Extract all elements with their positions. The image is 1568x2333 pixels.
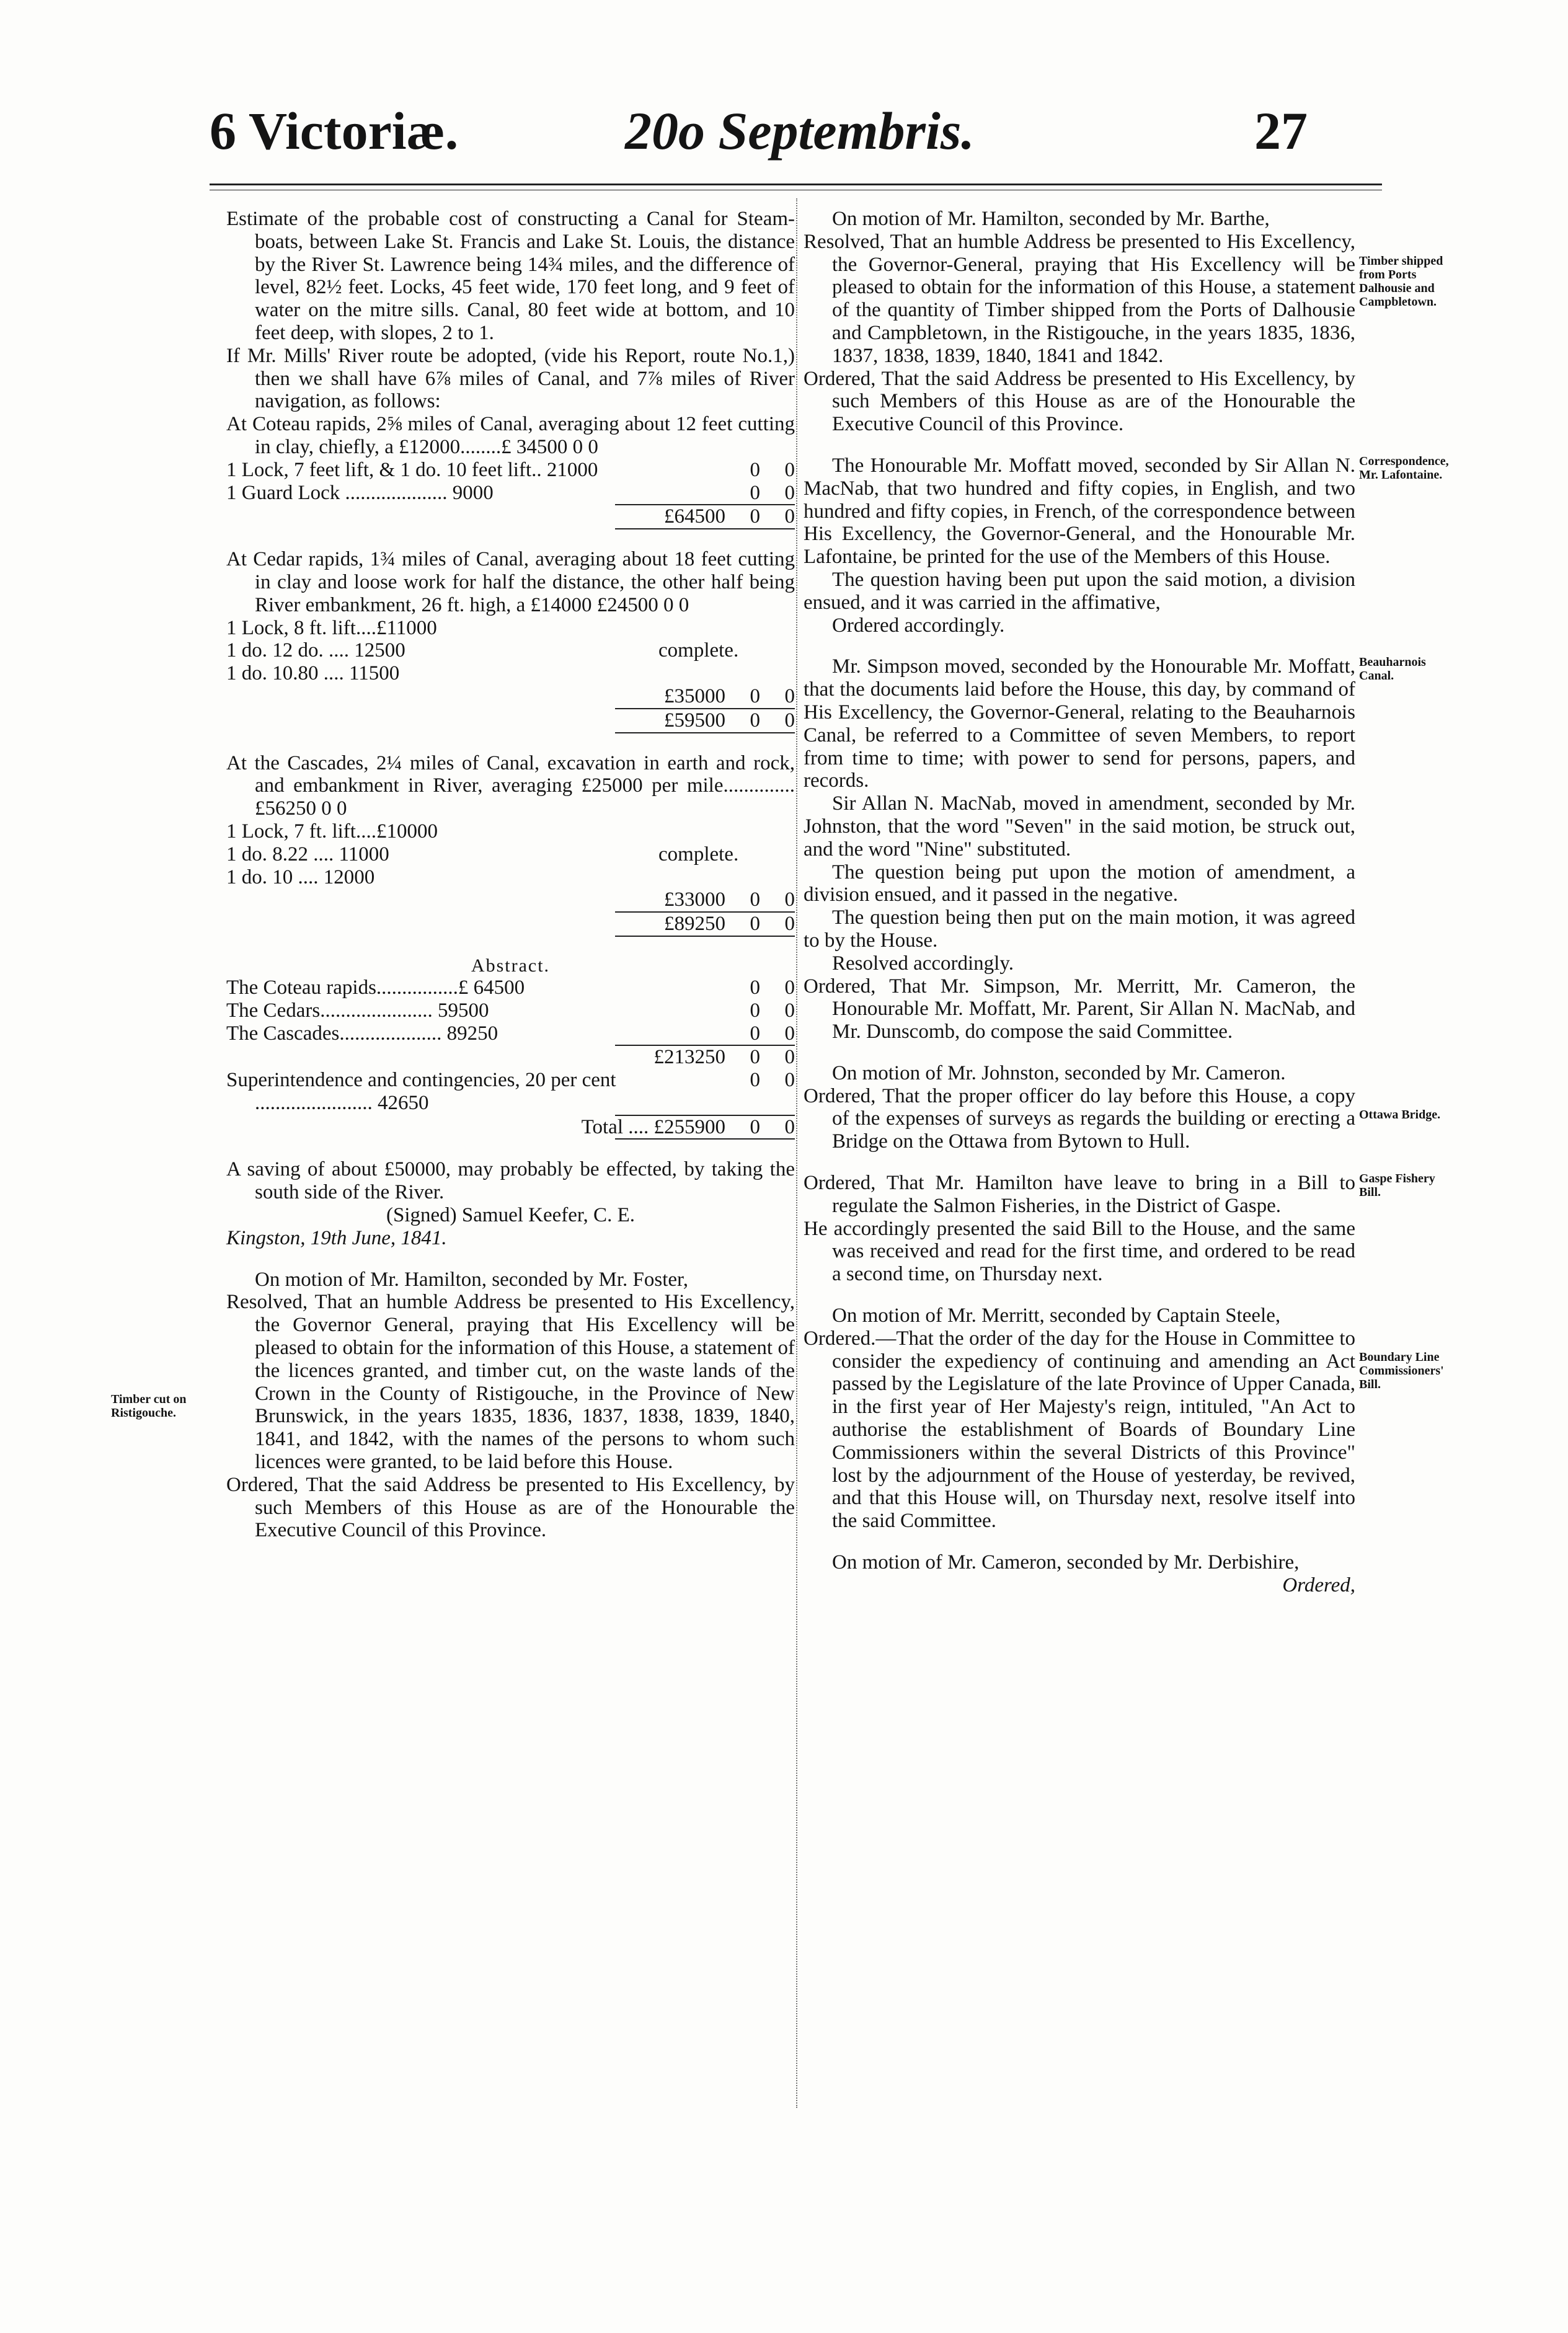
abstract-sum: £213250 0 0 [653, 1046, 795, 1069]
superintendence-row: Superintendence and contingencies, 20 per cent ....................... 42650 0 0 [226, 1069, 795, 1114]
header-rule [210, 184, 1382, 185]
table-row: 1 do. 10 .... 12000 [226, 865, 375, 888]
motion-block [804, 454, 1449, 637]
question-text: The question having been put upon the said motion, a division ensued, and it was carried in the affimative, [804, 568, 1355, 614]
motion-text: On motion of Mr. Johnston, seconded by Mr. Cameron. [832, 1061, 1286, 1084]
motion-block [804, 1061, 1441, 1153]
motion-text: Mr. Simpson moved, seconded by the Honourable Mr. Moffatt, that the documents laid before the House, this day, by command of His Excellency, the Governor-General, relating to the Beauharnois Canal, be referred to a Committee of seven Members, to report from time to time; with power to send for persons, papers, and records. [804, 655, 1355, 792]
cedar-subtotal: £35000 0 0 [664, 684, 795, 707]
motion-block [804, 1304, 1444, 1533]
grand-total: Total .... £255900 0 0 [581, 1115, 795, 1138]
amendment-text: Sir Allan N. MacNab, moved in amendment, seconded by Mr. Johnston, that the word "Seven" in the said motion, be struck out, and the word "Nine" substituted. [804, 792, 1355, 861]
page-number: 27 [1254, 101, 1308, 161]
left-column [111, 208, 795, 1542]
table-row: 1 Lock, 8 ft. lift....£11000 [226, 616, 437, 639]
resolved-text: Resolved, That an humble Address be presented to His Excellency, the Governor-General, praying that His Excellency will be pleased to obtain for the information of this House, a statement of the quantity of Timber shipped from the Ports of Dalhousie and Campbletown, in the Ristigouche, in the years 1835, 1836, 1837, 1838, 1839, 1840, 1841 and 1842. [804, 230, 1355, 367]
resolved-text: Resolved accordingly. [832, 952, 1014, 975]
table-row: 1 Lock, 7 feet lift, & 1 do. 10 feet lift.. 21000 0 0 [226, 458, 795, 481]
right-column [804, 208, 1449, 1597]
table-row: 1 do. 12 do. .... 12500 complete. [226, 639, 739, 662]
margin-note: Beauharnois Canal. [1359, 655, 1426, 683]
catchword: Ordered, [1282, 1574, 1355, 1596]
motion-text: On motion of Mr. Merritt, seconded by Captain Steele, [832, 1304, 1281, 1327]
saving-note: A saving of about £50000, may probably be effected, by taking the south side of the River. [226, 1158, 795, 1204]
ordered-text: Ordered, That the proper officer do lay before this House, a copy of the expenses of surveys as regards the building or erecting a Bridge on the Ottawa from Bytown to Hull. [804, 1084, 1355, 1153]
estimate-route-paragraph: If Mr. Mills' River route be adopted, (vide his Report, route No.1,) then we shall have 6⅞ miles of Canal, and 7⅞ miles of River navigation, as follows: [226, 344, 795, 413]
motion-block [804, 655, 1426, 1043]
signature: (Signed) Samuel Keefer, C. E. [386, 1204, 635, 1227]
question-text: The question being then put on the main motion, it was agreed to by the House. [804, 906, 1355, 952]
presented-text: He accordingly presented the said Bill to the House, and the same was received and read for the first time, and ordered to be read a second time, on Thursday next. [804, 1217, 1355, 1286]
margin-note: Gaspe Fishery Bill. [1359, 1172, 1435, 1200]
estimate-paragraph: Estimate of the probable cost of constructing a Canal for Steam-boats, between Lake St. Francis and Lake St. Louis, the distance by the River St. Lawrence being 14¾ miles, and the difference of level, 82½ feet. Locks, 45 feet wide, 170 feet long, and 9 feet of water on the mitre sills. Canal, 80 feet wide at bottom, and 10 feet deep, with slopes, 2 to 1. [226, 208, 795, 344]
margin-note: Timber shipped from Ports Dalhousie and Campbletown. [1359, 254, 1443, 309]
motion-text: On motion of Mr. Hamilton, seconded by Mr. Barthe, [832, 208, 1270, 230]
place-date: Kingston, 19th June, 1841. [226, 1226, 447, 1249]
question-text: The question being put upon the motion of amendment, a division ensued, and it passed in the negative. [804, 861, 1355, 906]
cascades-subtotal: £33000 0 0 [664, 888, 795, 911]
table-row: 1 do. 8.22 .... 11000 complete. [226, 843, 739, 865]
motion-text: The Honourable Mr. Moffatt moved, seconded by Sir Allan N. MacNab, that two hundred and fifty copies, in English, and two hundred and fifty copies, in French, of the correspondence between His Excellency, the Governor-General, and the Honourable Mr. Lafontaine, be printed for the use of the Members of this House. [804, 454, 1355, 569]
abstract-heading: Abstract. [471, 955, 551, 976]
table-row: The Coteau rapids................£ 64500 0 0 [226, 976, 795, 999]
margin-note: Boundary Line Commissioners' Bill. [1359, 1350, 1444, 1392]
ordered-text: Ordered.—That the order of the day for the House in Committee to consider the expediency of continuing and amending an Act passed by the Legislature of the late Province of Upper Canada, in the first year of Her Majesty's reign, intituled, "An Act to authorise the establishment of Boards of Boundary Line Commissioners within the several Districts of this Province" lost by the adjournment of the House of yesterday, be revived, and that this House will, on Thursday next, resolve itself into the said Committee. [804, 1327, 1355, 1533]
running-header-left: 6 Victoriæ. [210, 101, 459, 161]
margin-note: Ottawa Bridge. [1359, 1107, 1441, 1122]
table-row: 1 Lock, 7 ft. lift....£10000 [226, 820, 438, 843]
motion-block [804, 1172, 1435, 1286]
ordered-text: Ordered, That Mr. Simpson, Mr. Merritt, Mr. Cameron, the Honourable Mr. Moffatt, Mr. Parent, Sir Allan N. MacNab, and Mr. Dunscomb, do compose the said Committee. [804, 975, 1355, 1043]
table-row: 1 Guard Lock .................... 9000 0 0 [226, 481, 795, 504]
margin-note: Timber cut on Ristigouche. [111, 1392, 187, 1420]
cedar-description: At Cedar rapids, 1¾ miles of Canal, averaging about 18 feet cutting in clay and loose work for half the distance, the other half being River embankment, 26 ft. high, a £14000 £24500 0 0 [226, 548, 795, 616]
column-divider [796, 198, 797, 2108]
table-row: The Cascades.................... 89250 0 0 [226, 1022, 795, 1045]
coteau-description: At Coteau rapids, 2⅝ miles of Canal, averaging about 12 feet cutting in clay, chiefly, a £12000........£ 34500 0 0 [226, 413, 795, 458]
table-row: 1 do. 10.80 .... 11500 [226, 662, 400, 685]
coteau-total: £64500 0 0 [664, 505, 795, 528]
cascades-description: At the Cascades, 2¼ miles of Canal, excavation in earth and rock, and embankment in River, averaging £25000 per mile..............£56250 0 0 [226, 751, 795, 820]
table-row: The Cedars...................... 59500 0 0 [226, 999, 795, 1022]
motion-block [804, 208, 1443, 436]
ordered-text: Ordered, That the said Address be presented to His Excellency, by such Members of this House as are of the Honourable the Executive Council of this Province. [226, 1473, 795, 1542]
margin-note: Correspondence, Mr. Lafontaine. [1359, 454, 1449, 482]
ordered-text: Ordered, That the said Address be presented to His Excellency, by such Members of this House as are of the Honourable the Executive Council of this Province. [804, 367, 1355, 436]
motion-text: On motion of Mr. Cameron, seconded by Mr. Derbishire, [832, 1551, 1300, 1574]
motion-block [111, 1268, 795, 1543]
running-header-date: 20o Septembris. [625, 101, 975, 161]
resolved-text: Resolved, That an humble Address be presented to His Excellency, the Governor General, praying that His Excellency will be pleased to obtain for the information of this House, a statement of the licences granted, and timber cut, on the waste lands of the Crown in the County of Ristigouche, in the Province of New Brunswick, in the years 1835, 1836, 1837, 1838, 1839, 1840, 1841, and 1842, with the names of the persons to whom such licences were granted, to be laid before this House. [226, 1291, 795, 1474]
cascades-total: £89250 0 0 [664, 913, 795, 936]
ordered-text: Ordered, That Mr. Hamilton have leave to bring in a Bill to regulate the Salmon Fisheries, in the District of Gaspe. [804, 1172, 1355, 1217]
cedar-total: £59500 0 0 [664, 709, 795, 732]
ordered-text: Ordered accordingly. [832, 614, 1005, 637]
motion-text: On motion of Mr. Hamilton, seconded by Mr. Foster, [255, 1268, 688, 1291]
